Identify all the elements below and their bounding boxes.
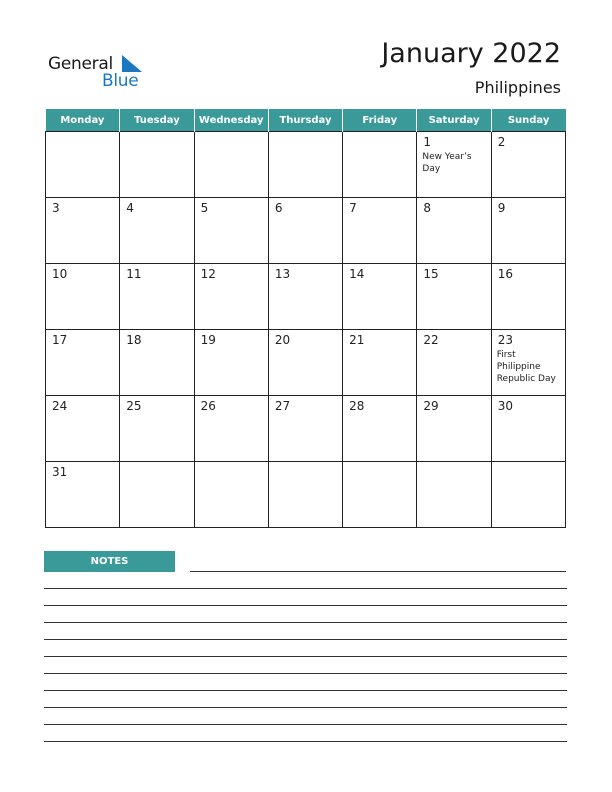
calendar-week-row [46, 462, 566, 528]
weekday-header: Saturday [417, 109, 491, 132]
day-number: 14 [349, 267, 365, 281]
calendar-day-cell [417, 264, 491, 330]
calendar-day-cell [491, 264, 565, 330]
calendar-month-title: January 2022 [381, 38, 561, 69]
day-number: 26 [200, 399, 216, 413]
notes-line [44, 639, 567, 640]
calendar-day-cell [343, 462, 417, 528]
notes-line [44, 690, 567, 691]
calendar-day-cell [491, 396, 565, 462]
calendar-day-cell [343, 330, 417, 396]
logo-text-blue: Blue [102, 71, 139, 91]
day-number: 31 [52, 465, 68, 479]
weekday-header-row [46, 109, 566, 132]
day-number: 30 [497, 399, 513, 413]
day-number: 6 [274, 201, 283, 215]
calendar-day-cell [491, 462, 565, 528]
calendar-day-cell [194, 132, 268, 198]
calendar-day-cell [417, 396, 491, 462]
day-number: 13 [274, 267, 291, 281]
day-number: 2 [497, 135, 506, 149]
calendar-day-cell [194, 462, 268, 528]
calendar-day-cell [491, 132, 565, 198]
day-number: 10 [52, 267, 68, 281]
generalblue-logo [48, 52, 158, 92]
calendar-day-cell [120, 462, 194, 528]
calendar-week-row [46, 198, 566, 264]
notes-line [44, 673, 567, 674]
notes-line [44, 656, 567, 657]
calendar-day-cell [268, 132, 342, 198]
day-number: 18 [126, 333, 142, 347]
weekday-header: Wednesday [194, 109, 268, 132]
holiday-label: First Philippine Republic Day [496, 350, 556, 384]
day-number: 9 [497, 201, 506, 215]
calendar-day-cell [194, 330, 268, 396]
calendar-day-cell [343, 396, 417, 462]
notes-line [44, 724, 567, 725]
day-number: 21 [349, 333, 365, 347]
day-number: 23 [497, 333, 513, 347]
calendar-day-cell [120, 132, 194, 198]
calendar-day-cell [194, 264, 268, 330]
weekday-header: Monday [46, 109, 120, 132]
weekday-header: Sunday [491, 109, 565, 132]
day-number: 19 [200, 333, 216, 347]
calendar-day-cell [194, 198, 268, 264]
calendar-week-row [46, 396, 566, 462]
day-number: 22 [423, 333, 439, 347]
calendar-day-cell [268, 198, 342, 264]
day-number: 4 [126, 201, 134, 215]
calendar-day-cell [417, 462, 491, 528]
day-number: 11 [126, 267, 142, 281]
day-number: 16 [497, 267, 513, 281]
day-number: 29 [423, 399, 439, 413]
day-number: 3 [52, 201, 60, 215]
calendar-day-cell [46, 264, 120, 330]
calendar-day-cell [46, 462, 120, 528]
calendar-day-cell [268, 330, 342, 396]
calendar-day-cell [46, 132, 120, 198]
notes-line [44, 622, 567, 623]
day-number: 28 [349, 399, 365, 413]
calendar-country: Philippines [474, 78, 561, 97]
weekday-header: Tuesday [120, 109, 194, 132]
day-number: 5 [200, 201, 209, 215]
weekday-header: Thursday [268, 109, 342, 132]
holiday-label: New Year’s Day [422, 152, 472, 174]
calendar-day-cell [268, 462, 342, 528]
calendar-week-row [46, 132, 566, 198]
notes-line [44, 741, 567, 742]
calendar-day-cell [120, 198, 194, 264]
calendar-day-cell [120, 330, 194, 396]
calendar-day-cell [46, 330, 120, 396]
calendar-day-cell [343, 132, 417, 198]
day-number: 15 [423, 267, 439, 281]
day-number: 8 [423, 201, 432, 215]
calendar-day-cell [120, 396, 194, 462]
calendar-day-cell [268, 396, 342, 462]
notes-line [44, 605, 567, 606]
day-number: 20 [274, 333, 291, 347]
calendar-day-cell [46, 396, 120, 462]
calendar-day-cell [268, 264, 342, 330]
calendar-day-cell [417, 330, 491, 396]
calendar-day-cell [343, 198, 417, 264]
month-calendar-grid [45, 109, 566, 528]
day-number: 25 [126, 399, 142, 413]
notes-line [190, 571, 566, 572]
notes-line [44, 707, 567, 708]
calendar-week-row [46, 264, 566, 330]
day-number: 27 [274, 399, 291, 413]
calendar-day-cell [343, 264, 417, 330]
calendar-day-cell [120, 264, 194, 330]
calendar-day-cell [417, 198, 491, 264]
notes-line [44, 588, 567, 589]
logo-text-general: General [48, 54, 113, 74]
day-number: 17 [52, 333, 68, 347]
day-number: 24 [52, 399, 68, 413]
calendar-day-cell [417, 132, 491, 198]
calendar-day-cell [491, 330, 565, 396]
calendar-day-cell [491, 198, 565, 264]
calendar-day-cell [46, 198, 120, 264]
day-number: 1 [423, 135, 432, 149]
day-number: 7 [349, 201, 357, 215]
calendar-day-cell [194, 396, 268, 462]
calendar-week-row [46, 330, 566, 396]
notes-label: NOTES [44, 551, 175, 572]
day-number: 12 [200, 267, 216, 281]
weekday-header: Friday [343, 109, 417, 132]
